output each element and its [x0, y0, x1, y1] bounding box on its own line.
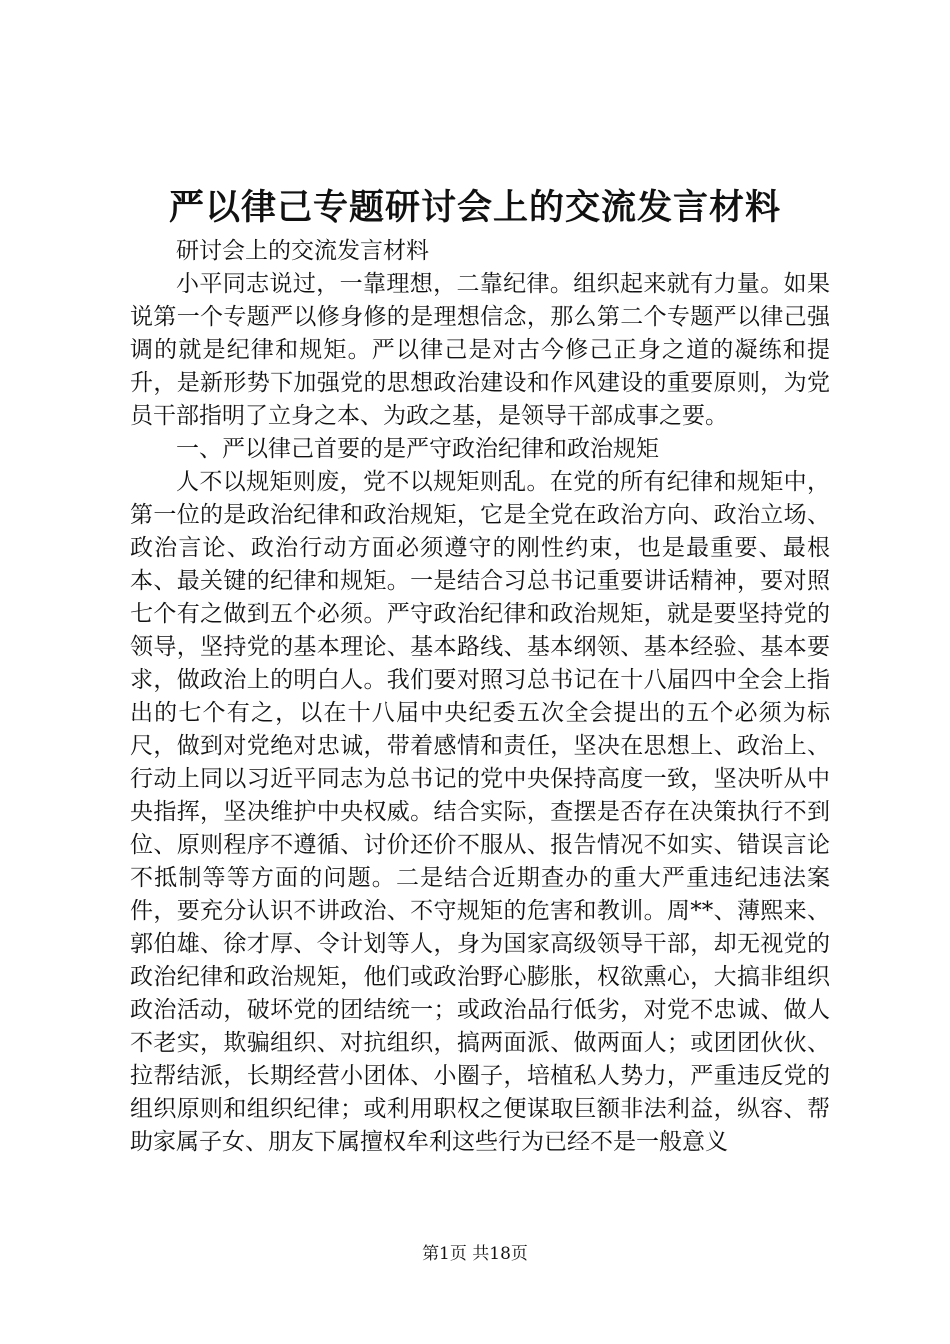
- document-title: 严以律己专题研讨会上的交流发言材料: [168, 187, 781, 228]
- section-heading: 一、严以律己首要的是严守政治纪律和政治规矩: [176, 436, 659, 462]
- paragraph-section-one: 人不以规矩则废，党不以规矩则乱。在党的所有纪律和规矩中，第一位的是政治纪律和政治规矩，它是全党在政治方向、政治立场、政治言论、政治行动方面必须遵守的刚性约束，也是最重要、最根本、最关键的纪律和规矩。一是结合习总书记重要讲话精神，要对照七个有之做到五个必须。严守政治纪律和政治规矩，就是要坚持党的领导，坚持党的基本理论、基本路线、基本纲领、基本经验、基本要求，做政治上的明白人。我们要对照习总书记在十八届四中全会上指出的七个有之，以在十八届中央纪委五次全会提出的五个必须为标尺，做到对党绝对忠诚，带着感情和责任，坚决在思想上、政治上、行动上同以习近平同志为总书记的党中央保持高度一致，坚决听从中央指挥，坚决维护中央权威。结合实际，查摆是否存在决策执行不到位、原则程序不遵循、讨价还价不服从、报告情况不如实、错误言论不抵制等等方面的问题。二是结合近期查办的重大严重违纪违法案件，要充分认识不讲政治、不守规矩的危害和教训。周**、薄熙来、郭伯雄、徐才厚、令计划等人，身为国家高级领导干部，却无视党的政治纪律和政治规矩，他们或政治野心膨胀，权欲熏心，大搞非组织政治活动，破坏党的团结统一；或政治品行低劣，对党不忠诚、做人不老实，欺骗组织、对抗组织，搞两面派、做两面人；或团团伙伙、拉帮结派，长期经营小团体、小圈子，培植私人势力，严重违反党的组织原则和组织纪律；或利用职权之便谋取巨额非法利益，纵容、帮助家属子女、朋友下属擅权牟利这些行为已经不是一般意义: [130, 469, 830, 1155]
- paragraph-subtitle: 研讨会上的交流发言材料: [176, 238, 429, 264]
- page-number-footer: 第1页 共18页: [422, 1244, 528, 1264]
- document-body: [130, 235, 830, 1159]
- paragraph-intro: 小平同志说过，一靠理想，二靠纪律。组织起来就有力量。如果说第一个专题严以修身修的是理想信念，那么第二个专题严以律己强调的就是纪律和规矩。严以律己是对古今修己正身之道的凝练和提升，是新形势下加强党的思想政治建设和作风建设的重要原则，为党员干部指明了立身之本、为政之基，是领导干部成事之要。: [130, 271, 830, 429]
